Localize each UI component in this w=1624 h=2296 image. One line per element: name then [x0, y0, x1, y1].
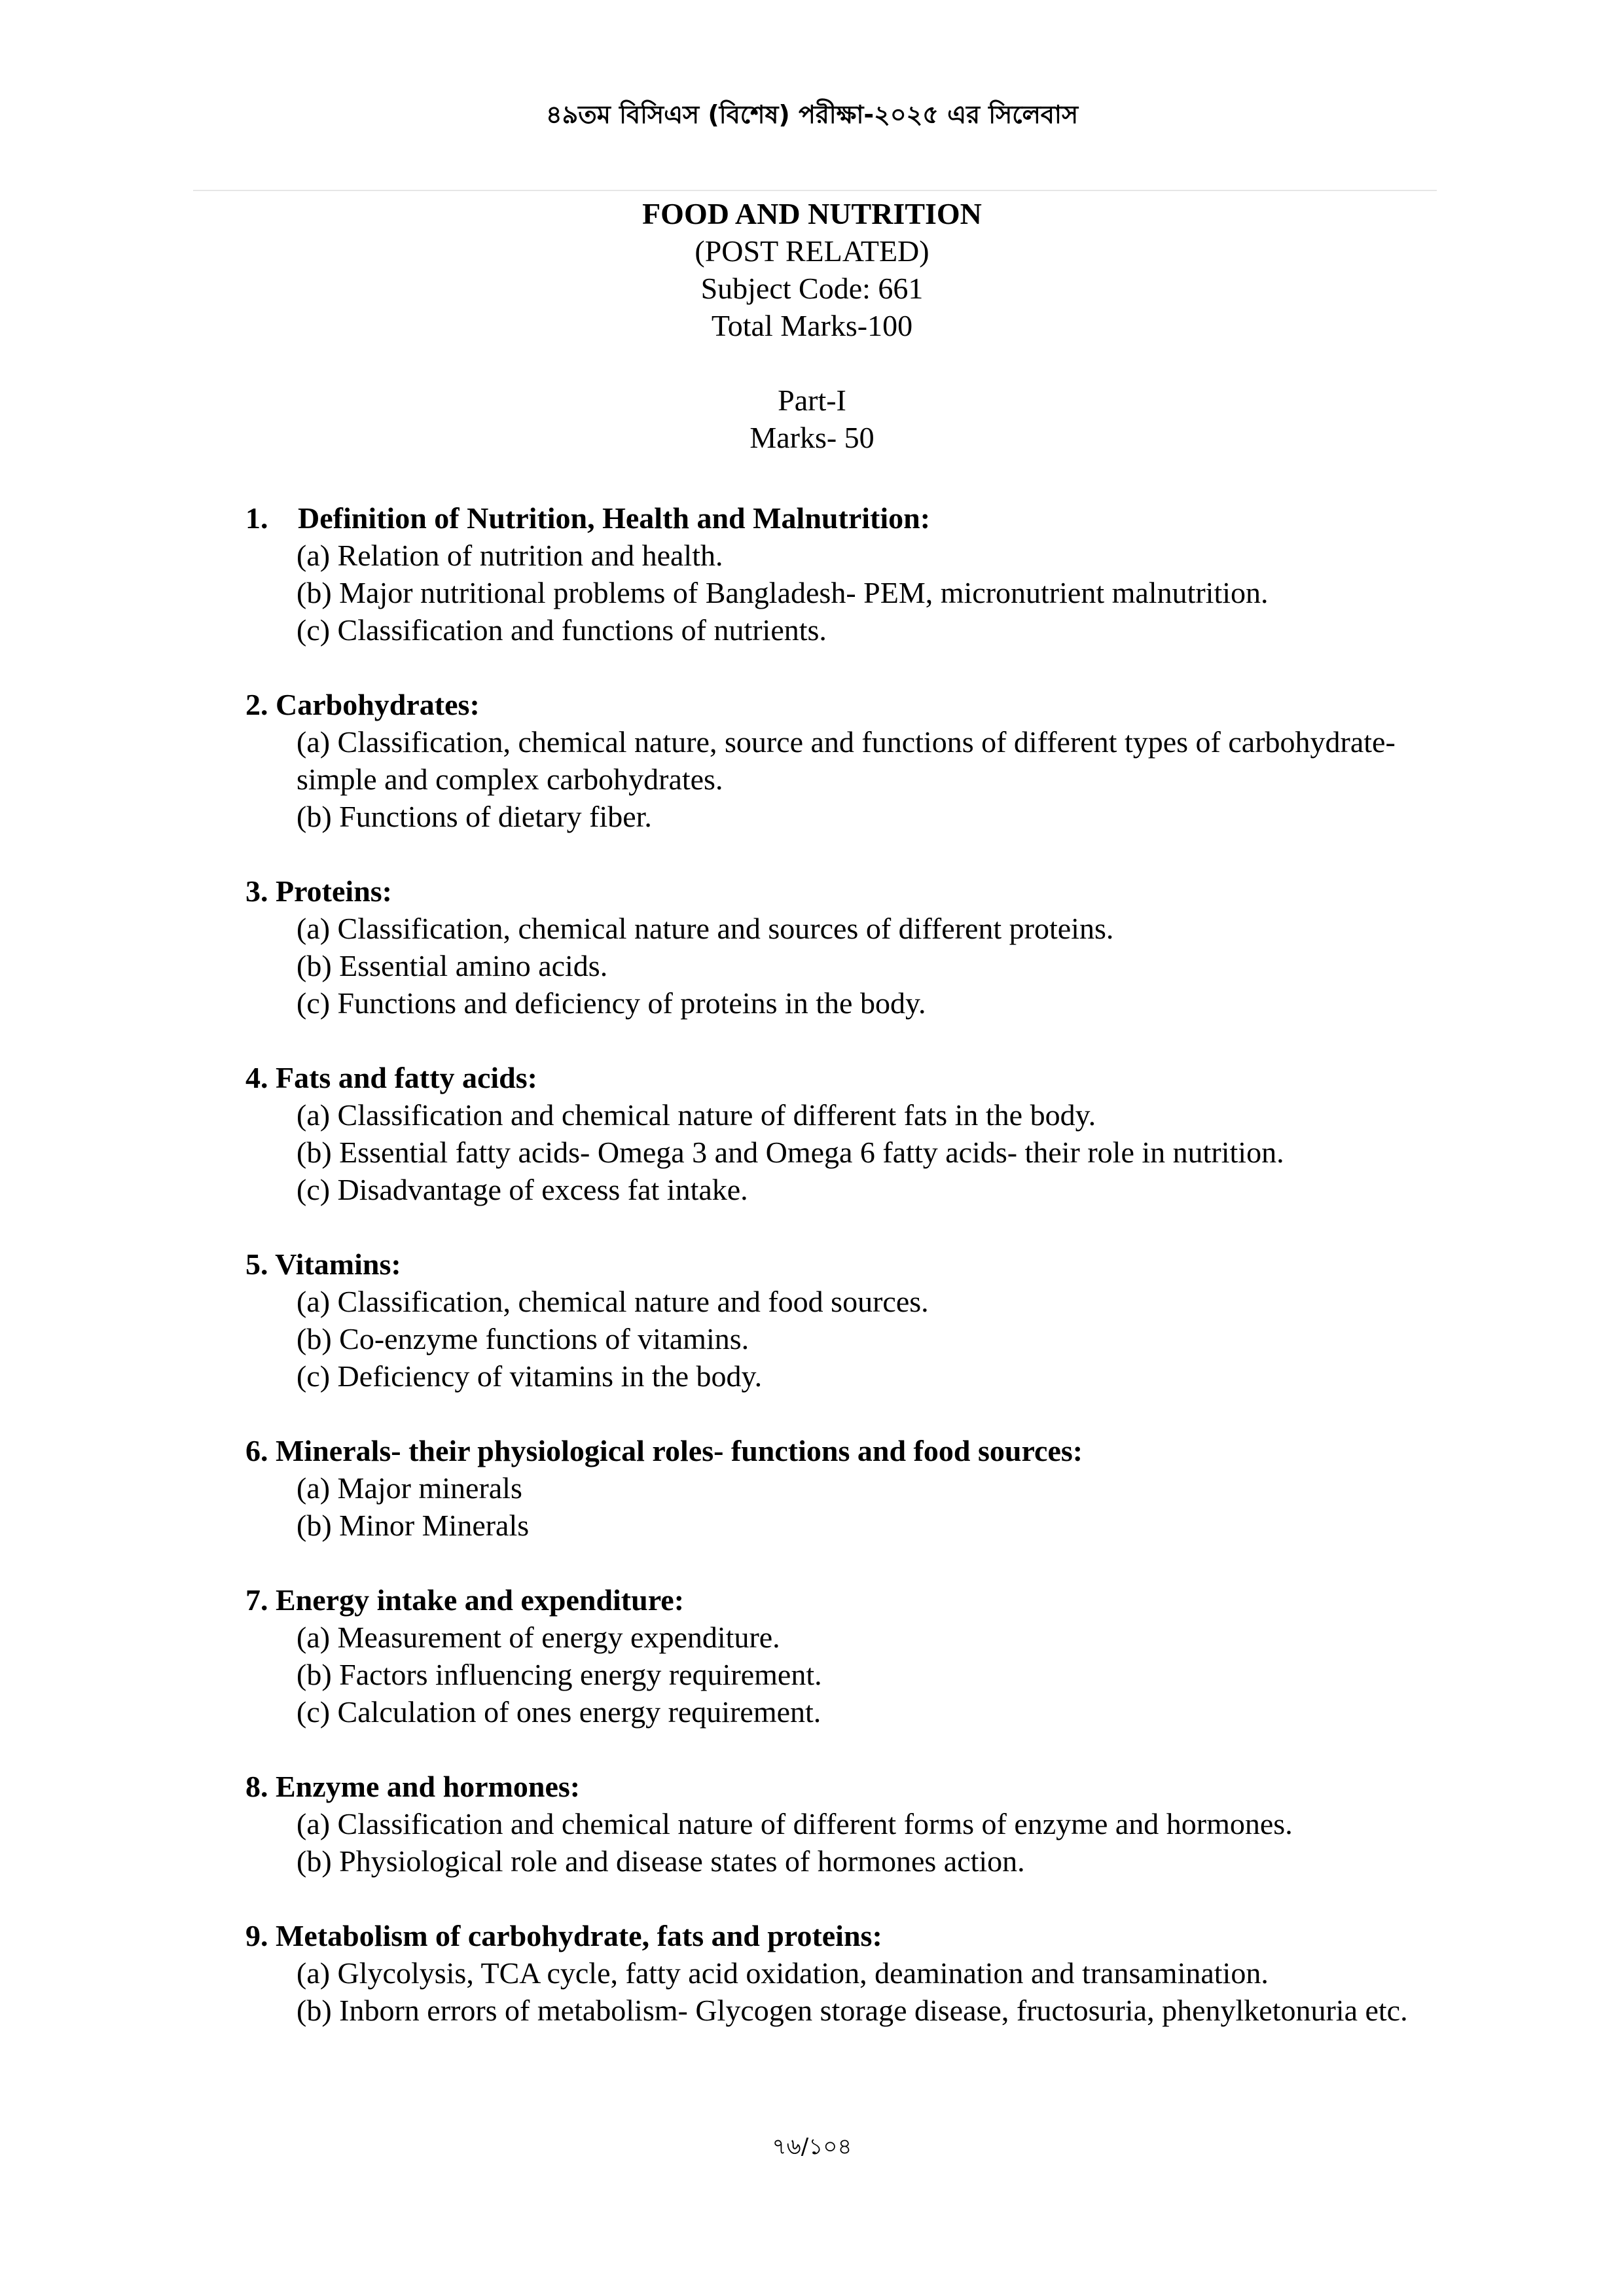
section-number: 4.: [245, 1061, 268, 1094]
section-item: (a) Classification and chemical nature of different forms of enzyme and hormones.: [297, 1807, 1293, 1840]
section-items: [245, 1954, 1489, 2029]
section-item: (b) Essential amino acids.: [297, 949, 608, 982]
section-heading: [245, 1581, 1489, 1619]
section-number: 2.: [245, 688, 268, 721]
document-title: FOOD AND NUTRITION: [642, 197, 982, 230]
section-item: (a) Relation of nutrition and health.: [297, 539, 723, 572]
syllabus-section: [245, 1246, 1489, 1395]
section-item: (c) Functions and deficiency of proteins in the body.: [297, 986, 926, 1020]
section-heading-text: Metabolism of carbohydrate, fats and proteins:: [276, 1919, 882, 1952]
syllabus-section: [245, 1059, 1489, 1208]
section-item: (b) Inborn errors of metabolism- Glycogen storage disease, fructosuria, phenylketonuria etc.: [297, 1994, 1408, 2027]
document-subtitle: (POST RELATED): [695, 234, 929, 268]
syllabus-section: [245, 1581, 1489, 1731]
section-items: [245, 1283, 1489, 1395]
section-heading: [245, 1917, 1489, 1954]
section-heading-text: Enzyme and hormones:: [276, 1770, 581, 1803]
section-item: (b) Co-enzyme functions of vitamins.: [297, 1322, 749, 1355]
section-items: [245, 1096, 1489, 1208]
section-item: (a) Measurement of energy expenditure.: [297, 1621, 780, 1654]
section-item: (a) Classification, chemical nature and sources of different proteins.: [297, 912, 1114, 945]
section-items: [245, 723, 1489, 835]
section-item: (b) Factors influencing energy requirement.: [297, 1658, 822, 1691]
section-heading: [245, 1432, 1489, 1469]
total-marks: Total Marks-100: [711, 309, 913, 342]
running-header: ৪৯তম বিসিএস (বিশেষ) পরীক্ষা-২০২৫ এর সিলেবাস: [545, 100, 1079, 129]
section-item: (b) Minor Minerals: [297, 1509, 530, 1542]
section-items: [245, 1805, 1489, 1880]
section-heading-text: Definition of Nutrition, Health and Malnutrition:: [298, 501, 931, 535]
section-item: (a) Major minerals: [297, 1471, 522, 1505]
section-item: (c) Calculation of ones energy requirement.: [297, 1695, 821, 1729]
syllabus-sections: [245, 499, 1489, 2066]
section-item: (c) Classification and functions of nutrients.: [297, 613, 827, 647]
section-item: (b) Functions of dietary fiber.: [297, 800, 652, 833]
section-heading: [245, 872, 1489, 910]
section-item: (a) Glycolysis, TCA cycle, fatty acid oxidation, deamination and transamination.: [297, 1956, 1269, 1990]
subject-code: Subject Code: 661: [700, 272, 924, 305]
section-heading-text: Vitamins:: [275, 1247, 401, 1281]
section-heading-text: Energy intake and expenditure:: [276, 1583, 685, 1617]
section-number: 3.: [245, 874, 268, 908]
section-item: (a) Classification, chemical nature and food sources.: [297, 1285, 929, 1318]
section-item: (c) Disadvantage of excess fat intake.: [297, 1173, 748, 1206]
syllabus-section: [245, 686, 1489, 835]
syllabus-section: [245, 1768, 1489, 1880]
section-item: (a) Classification and chemical nature of different fats in the body.: [297, 1098, 1096, 1132]
section-item: (b) Essential fatty acids- Omega 3 and Omega 6 fatty acids- their role in nutrition.: [297, 1136, 1284, 1169]
section-item: (b) Physiological role and disease states of hormones action.: [297, 1844, 1025, 1878]
section-number: 9.: [245, 1919, 268, 1952]
section-item: (b) Major nutritional problems of Bangladesh- PEM, micronutrient malnutrition.: [297, 576, 1269, 609]
header-divider: [193, 190, 1437, 191]
section-item: (c) Deficiency of vitamins in the body.: [297, 1359, 763, 1393]
section-items: [245, 537, 1489, 649]
part-marks: Marks- 50: [749, 421, 875, 454]
section-number: 6.: [245, 1434, 268, 1467]
section-heading: [245, 1246, 1489, 1283]
part-label: Part-I: [778, 384, 846, 417]
section-number: 7.: [245, 1583, 268, 1617]
section-number: 5.: [245, 1247, 268, 1281]
title-block: [0, 195, 1624, 456]
section-heading-text: Minerals- their physiological roles- functions and food sources:: [276, 1434, 1083, 1467]
section-items: [245, 1469, 1489, 1544]
section-items: [245, 910, 1489, 1022]
section-heading-text: Proteins:: [276, 874, 393, 908]
section-number: 8.: [245, 1770, 268, 1803]
section-heading: [245, 1059, 1489, 1096]
section-heading-text: Fats and fatty acids:: [276, 1061, 537, 1094]
section-heading: [245, 1768, 1489, 1805]
section-number: 1.: [245, 501, 268, 535]
syllabus-section: [245, 1432, 1489, 1544]
section-heading-text: Carbohydrates:: [276, 688, 480, 721]
syllabus-section: [245, 499, 1489, 649]
section-items: [245, 1619, 1489, 1731]
page-number: ৭৬/১০৪: [772, 2134, 852, 2160]
syllabus-section: [245, 872, 1489, 1022]
section-heading: [245, 686, 1489, 723]
section-item: (a) Classification, chemical nature, source and functions of different types of carbohydrate- simple and complex carbohydrates.: [297, 725, 1396, 796]
section-heading: [245, 499, 1489, 537]
syllabus-section: [245, 1917, 1489, 2029]
